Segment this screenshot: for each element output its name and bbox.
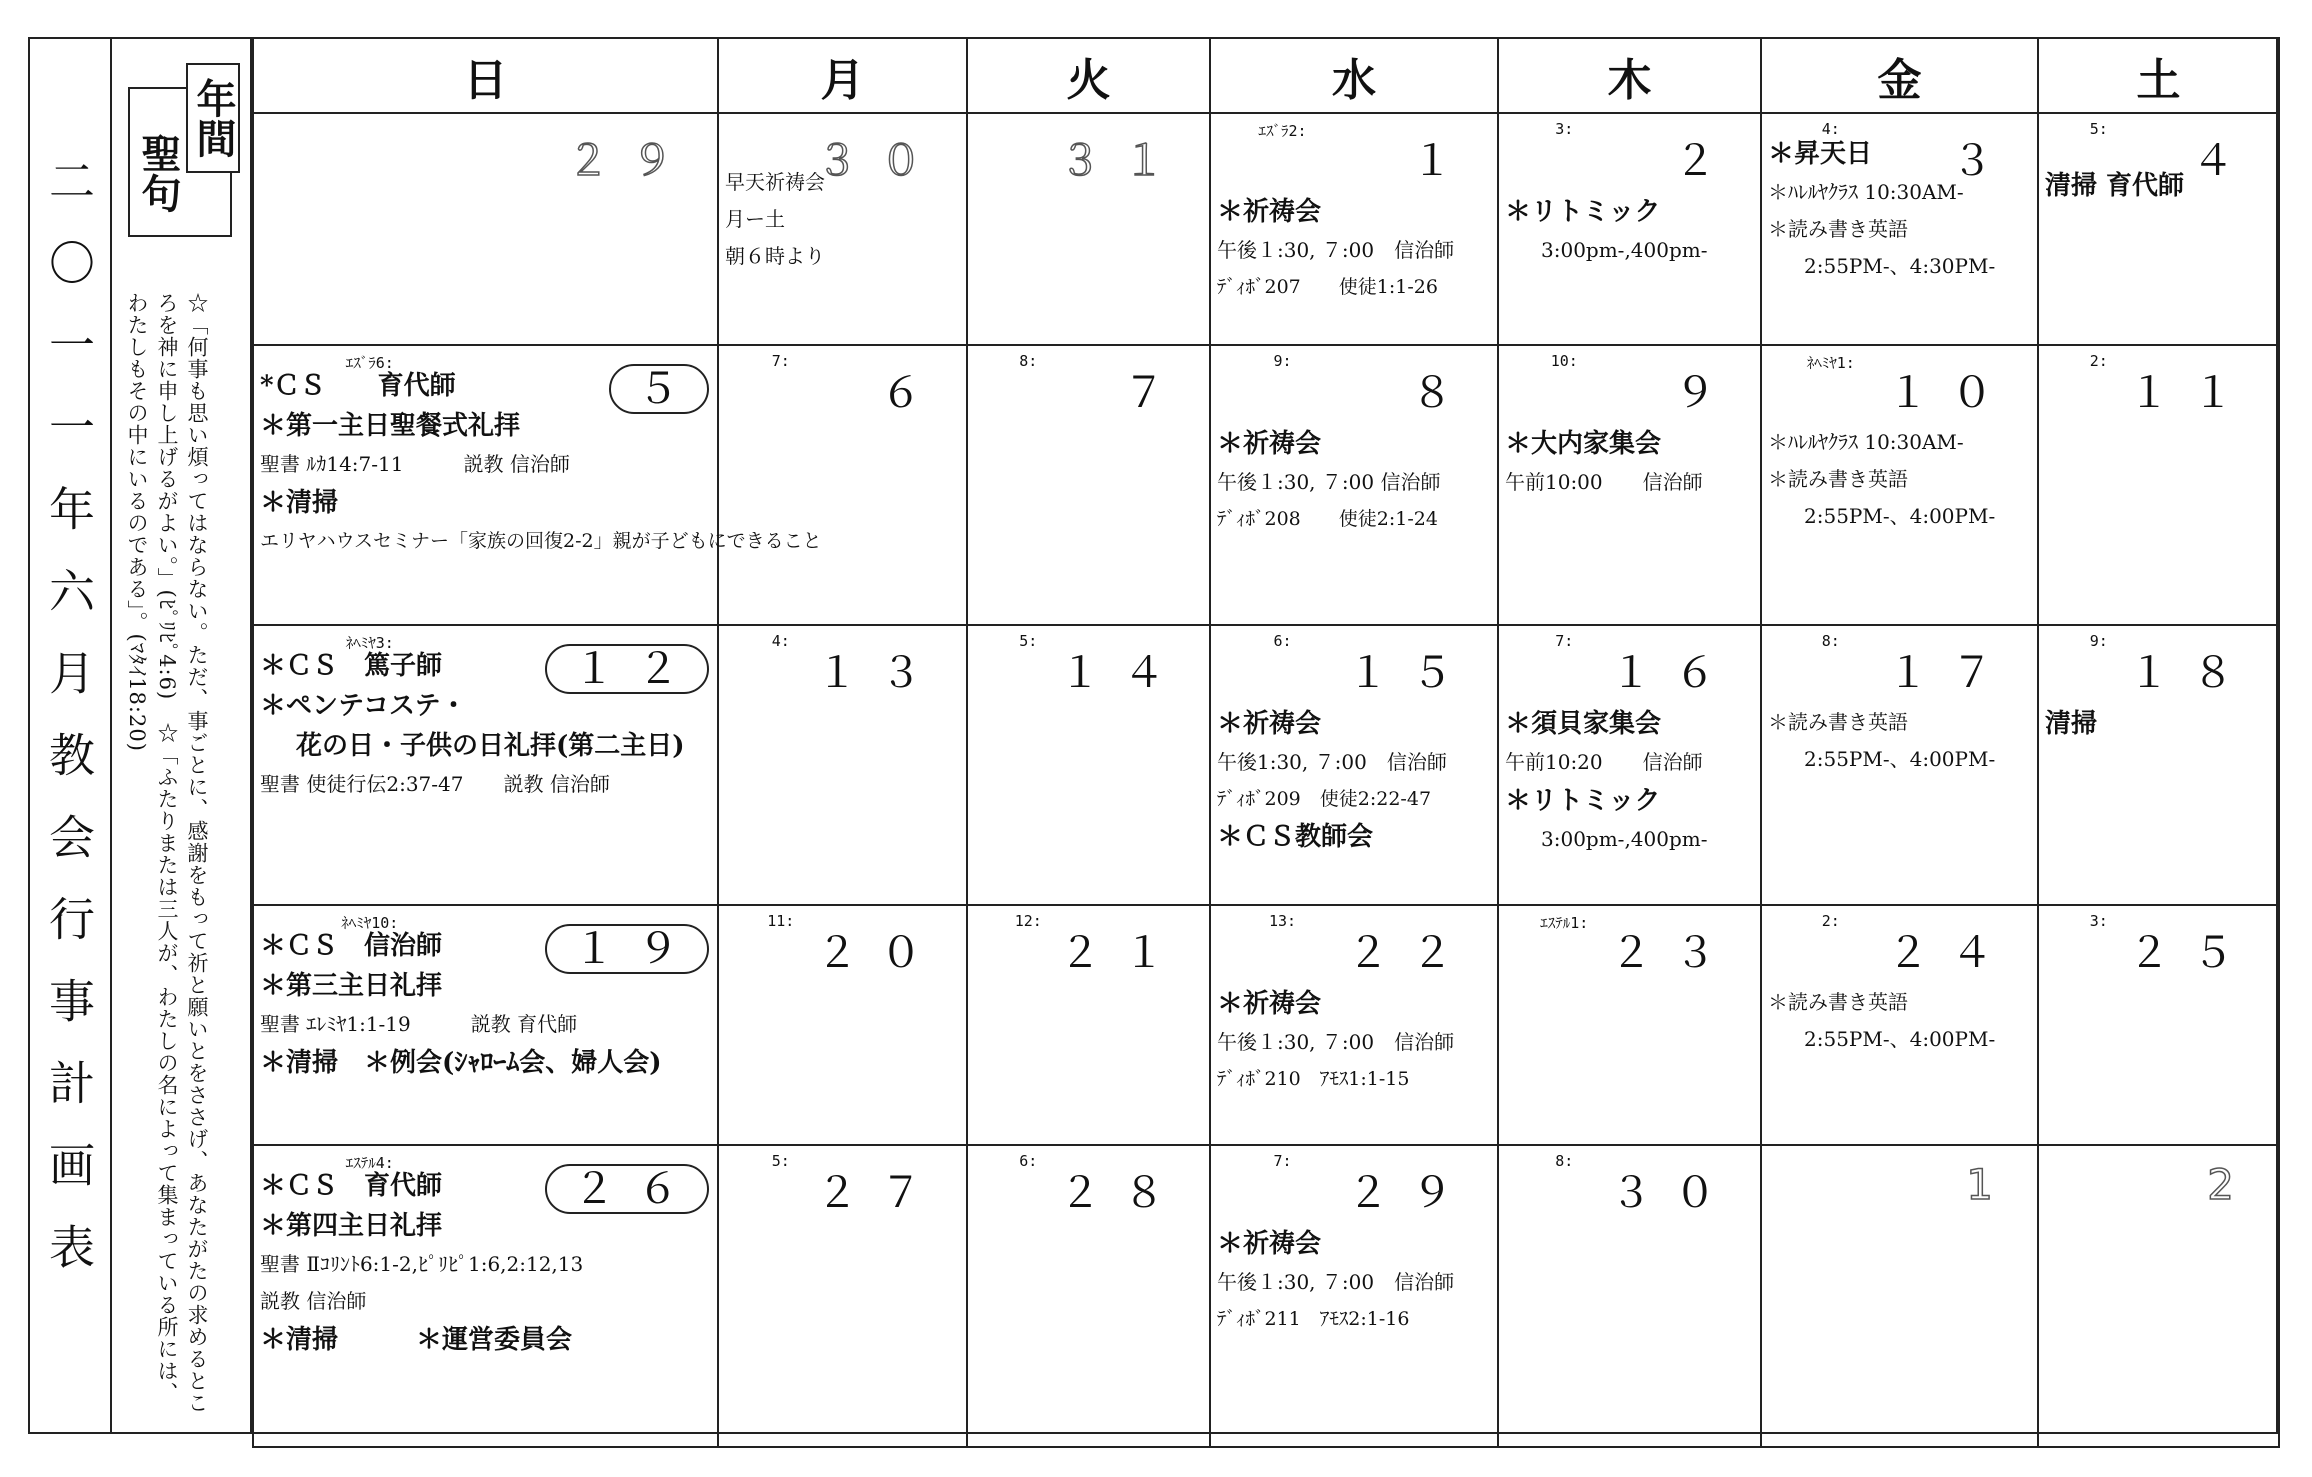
day-number: ２９ [1346,1168,1475,1217]
event-line: ＊ＣＳ 篤子師 [260,651,443,681]
day-number: ２ [1673,136,1738,185]
bible-reading-note: 9: [1273,352,1292,370]
bible-reading-note: 5: [2089,120,2108,138]
week-row [253,625,2279,905]
day-number: １６ [1609,648,1738,697]
week-row [253,1145,2279,1447]
day-cell[interactable] [967,345,1210,625]
bible-reading-note: 6: [1273,632,1292,650]
event-line: *ＣＳ 育代師 [260,371,456,401]
day-number: ２３ [1609,928,1738,977]
day-number: ３１ [1058,136,1187,185]
day-cell[interactable] [1761,905,2038,1145]
day-number: ２４ [1886,928,2015,977]
bible-reading-note: 5: [1019,632,1038,650]
day-number: ２８ [1058,1168,1187,1217]
event-line: ＊ＣＳ 育代師 [260,1171,443,1201]
day-number: １７ [1886,648,2015,697]
event-list [1505,424,1756,501]
event-list [1505,192,1756,269]
bible-reading-note: 6: [1019,1152,1038,1170]
bible-reading-note: 4: [1821,120,1840,138]
calendar-table [252,37,2280,1448]
day-number: １５ [1346,648,1475,697]
event-line: 午前10:00 信治師 [1505,470,1703,494]
event-line: ﾃﾞｨﾎﾞ208 使徒2:1-24 [1217,508,1438,530]
event-line: ﾃﾞｨﾎﾞ207 使徒1:1-26 [1217,276,1438,298]
event-list [1217,1224,1493,1337]
day-cell[interactable] [1498,113,1761,345]
event-line: ＊祈祷会 [1217,989,1322,1019]
event-line: 説教 信治師 [260,1289,367,1313]
day-cell[interactable] [2038,905,2279,1145]
event-line: ＊リトミック [1505,786,1661,816]
day-number: ２５ [2127,928,2256,977]
event-list [1217,424,1493,537]
bible-reading-note: 13: [1268,912,1297,930]
bible-reading-note: ｴｽﾞﾗ6: [345,354,394,372]
event-line: ＊第四主日礼拝 [260,1211,443,1241]
event-line: ＊昇天日 [1768,139,1873,169]
bible-reading-note: 4: [771,632,790,650]
event-list [260,926,713,1083]
day-number: １９ [545,924,709,974]
day-cell[interactable] [1210,113,1498,345]
day-cell[interactable] [1498,905,1761,1145]
verse-column [112,37,252,1434]
verse-badge-label-top: 年間 [186,63,240,173]
day-number: １ [1410,136,1475,185]
bible-reading-note: ﾈﾍﾐﾔ1: [1806,354,1855,372]
event-line: ＊祈祷会 [1217,429,1322,459]
event-line: 2:55PM-、4:00PM- [1804,747,1996,771]
event-line: ＊読み書き英語 [1768,217,1908,241]
day-cell[interactable] [253,1145,718,1447]
event-line: ＊須貝家集会 [1505,709,1662,739]
event-list [260,646,713,803]
bible-reading-note: ｴｽﾃﾙ4: [345,1154,394,1172]
day-number: ６ [879,368,944,417]
event-list [725,164,962,275]
event-line: 清掃 [2045,709,2098,739]
day-cell[interactable] [967,905,1210,1145]
event-list [1768,134,2033,285]
bible-reading-note: 3: [1555,120,1574,138]
day-number: １８ [2127,648,2256,697]
bible-reading-note: 9: [2089,632,2108,650]
day-cell[interactable] [253,113,718,345]
bible-reading-note: 7: [771,352,790,370]
day-cell[interactable] [1210,345,1498,625]
event-line: ＊第一主日聖餐式礼拝 [260,411,521,441]
event-line: 3:00pm-,400pm- [1541,827,1708,851]
bible-reading-note: 7: [1273,1152,1292,1170]
day-cell[interactable] [1761,113,2038,345]
event-line: 聖書 ｴﾚﾐﾔ1:1-19 説教 育代師 [260,1012,578,1036]
event-line: 聖書 ﾙｶ14:7-11 説教 信治師 [260,452,570,476]
event-line: ＊リトミック [1505,197,1661,227]
event-line: ＊大内家集会 [1505,429,1662,459]
day-cell[interactable] [718,345,967,625]
day-number: ３０ [1609,1168,1738,1217]
event-line: 午後１:30, ７:00 信治師 [1217,470,1441,494]
verse-badge [128,63,240,239]
bible-reading-note: 8: [1019,352,1038,370]
day-cell[interactable] [2038,345,2279,625]
day-cell[interactable] [2038,625,2279,905]
annual-verse-text: ☆「何事も思い煩ってはならない。ただ、事ごとに、感謝をもって祈と願いとをささげ、あなたがたの求めるところを神に申し上げるがよい。」(ﾋﾟﾘﾋﾟ4:6) ☆「ふたりまたは三人が、わたしの名によって集まっている所には、わたしもその中にいるのである」。(ﾏﾀｲ18:20) [125,292,209,1414]
day-cell[interactable] [1761,1145,2038,1447]
day-cell[interactable] [1761,345,2038,625]
event-line: ＊ＣＳ教師会 [1217,822,1374,852]
day-cell[interactable] [2038,1145,2279,1447]
bible-reading-note: 2: [1821,912,1840,930]
weekday-header: 木 [1498,38,1761,113]
event-line: ＊ﾊﾚﾙﾔｸﾗｽ 10:30AM- [1768,180,1964,204]
day-cell[interactable] [253,905,718,1145]
event-line: ＊清掃 ＊例会(ｼｬﾛｰﾑ会、婦人会) [260,1048,662,1078]
event-line: 2:55PM-、4:00PM- [1804,1027,1996,1051]
event-line: 月ー土 [725,207,785,231]
day-cell[interactable] [718,1145,967,1447]
day-number: ９ [1673,368,1738,417]
event-line: 朝６時より [725,244,825,268]
bible-reading-note: 5: [771,1152,790,1170]
bible-reading-note: 2: [2089,352,2108,370]
calendar-body [253,113,2279,1447]
day-cell[interactable] [1498,1145,1761,1447]
day-cell[interactable] [1210,1145,1498,1447]
weekday-header-row [253,38,2279,113]
week-row [253,345,2279,625]
event-line: ＊祈祷会 [1217,709,1322,739]
day-number: ２１ [1058,928,1187,977]
day-number: ２９ [566,136,695,185]
weekday-header: 月 [718,38,967,113]
event-line: 2:55PM-、4:00PM- [1804,504,1996,528]
event-list [1768,704,2033,778]
event-line: ＊ﾊﾚﾙﾔｸﾗｽ 10:30AM- [1768,430,1964,454]
bible-reading-note: ｴｽﾃﾙ1: [1540,914,1589,932]
week-row [253,113,2279,345]
weekday-header: 水 [1210,38,1498,113]
event-line: 聖書 Ⅱｺﾘﾝﾄ6:1-2,ﾋﾟﾘﾋﾟ1:6,2:12,13 [260,1252,584,1276]
title-column [28,37,112,1434]
day-cell[interactable] [718,905,967,1145]
event-line: 3:00pm-,400pm- [1541,238,1708,262]
event-line: ＊読み書き英語 [1768,710,1908,734]
event-line: 午前10:20 信治師 [1505,750,1703,774]
weekday-header: 火 [967,38,1210,113]
bible-reading-note: 10: [1550,352,1578,370]
day-number: ７ [1122,368,1187,417]
day-cell[interactable] [2038,113,2279,345]
event-list [1768,984,2033,1058]
event-line: 午後１:30, ７:00 信治師 [1217,1270,1455,1294]
event-line: 早天祈祷会 [725,170,825,194]
event-list [1217,704,1493,857]
weekday-header: 金 [1761,38,2038,113]
bible-reading-note: 3: [2089,912,2108,930]
day-cell[interactable] [1210,905,1498,1145]
day-number: ５ [609,364,709,414]
weekday-header: 日 [253,38,718,113]
event-list [1768,424,2033,535]
day-cell[interactable] [967,625,1210,905]
day-number: ３０ [815,136,944,185]
day-number: ８ [1410,368,1475,417]
weekday-header: 土 [2038,38,2279,113]
event-list [1505,704,1756,858]
event-list [1217,192,1493,305]
day-cell[interactable] [718,625,967,905]
day-number: ２２ [1346,928,1475,977]
event-line: ﾃﾞｨﾎﾞ211 ｱﾓｽ2:1-16 [1217,1308,1410,1330]
event-line: ＊ペンテコステ・ [260,691,467,721]
event-line: ＊清掃 ＊運営委員会 [260,1325,573,1355]
event-line: ＊祈祷会 [1217,1229,1322,1259]
day-number: １３ [815,648,944,697]
bible-reading-note: 12: [1014,912,1042,930]
bible-reading-note: ｴｽﾞﾗ2: [1258,122,1307,140]
event-line: ＊第三主日礼拝 [260,971,443,1001]
bible-reading-note: 8: [1555,1152,1574,1170]
event-line: ﾃﾞｨﾎﾞ209 使徒2:22-47 [1217,788,1432,810]
event-list [1217,984,1493,1097]
day-cell[interactable] [253,625,718,905]
day-number: １４ [1058,648,1187,697]
day-number: １２ [545,644,709,694]
day-cell[interactable] [253,345,822,625]
day-number: ３ [1950,136,2015,185]
event-list [260,1166,713,1360]
event-line: 午後1:30, ７:00 信治師 [1217,750,1447,774]
day-cell[interactable] [1761,625,2038,905]
day-number: １１ [2127,368,2256,417]
day-cell[interactable] [1210,625,1498,905]
event-list [260,366,822,559]
page-title: 二〇一一年六月教会行事計画表 [42,157,96,1305]
day-number: ２７ [815,1168,944,1217]
bible-reading-note: ﾈﾍﾐﾔ10: [341,914,399,932]
event-list [2045,166,2274,206]
day-number: 2 [2207,1160,2256,1209]
bible-reading-note: ﾈﾍﾐﾔ3: [345,634,394,652]
day-number: １０ [1886,368,2015,417]
event-line: 清掃 育代師 [2045,171,2185,201]
event-line: ＊読み書き英語 [1768,990,1908,1014]
verse-badge-label-bottom: 聖句 [135,133,182,213]
event-line: ＊ＣＳ 信治師 [260,931,443,961]
event-line: ＊清掃 [260,488,339,518]
event-line: 聖書 使徒行伝2:37-47 説教 信治師 [260,772,610,796]
day-cell[interactable] [1498,345,1761,625]
event-line: ＊祈祷会 [1217,197,1322,227]
day-cell[interactable] [967,113,1210,345]
day-number: ４ [2191,136,2256,185]
week-row [253,905,2279,1145]
day-cell[interactable] [967,1145,1210,1447]
bible-reading-note: 7: [1555,632,1574,650]
event-line: 花の日・子供の日礼拝(第二主日) [296,731,685,761]
day-number: 1 [1966,1160,2015,1209]
day-cell[interactable] [1498,625,1761,905]
day-number: ２０ [815,928,944,977]
event-list [2045,704,2274,744]
day-number: ２６ [545,1164,709,1214]
event-line: 午後１:30, ７:00 信治師 [1217,1030,1455,1054]
event-line: エリヤハウスセミナー「家族の回復2-2」親が子どもにできること [260,530,822,552]
event-line: ＊読み書き英語 [1768,467,1908,491]
bible-reading-note: 11: [767,912,795,930]
event-line: ﾃﾞｨﾎﾞ210 ｱﾓｽ1:1-15 [1217,1068,1410,1090]
event-line: 2:55PM-、4:30PM- [1804,254,1996,278]
day-cell[interactable] [718,113,967,345]
bible-reading-note: 8: [1821,632,1840,650]
event-line: 午後１:30, ７:00 信治師 [1217,238,1455,262]
